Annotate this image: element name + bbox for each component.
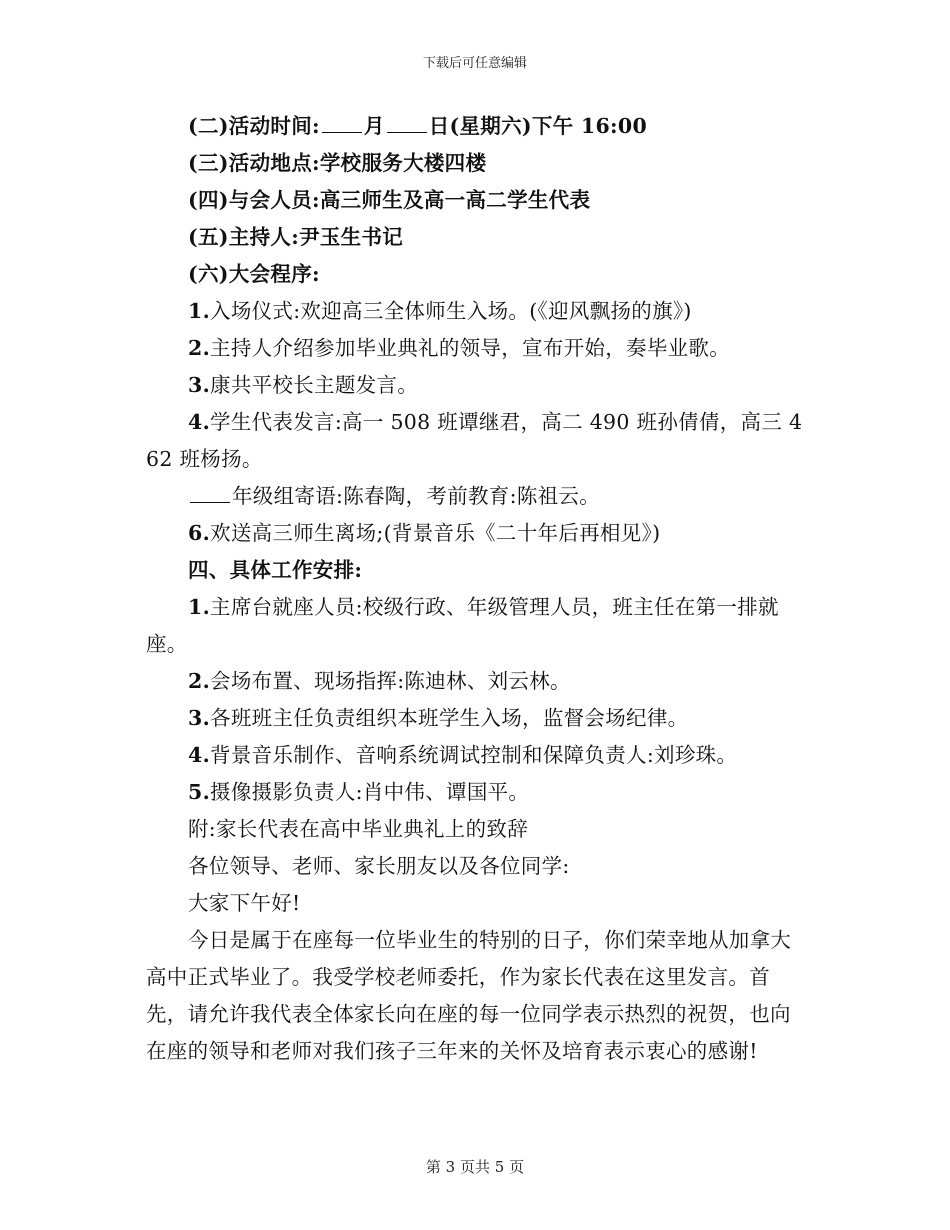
page-footer: 第 3 页共 5 页 (425, 1158, 525, 1176)
task-item-1: 1.主席台就座人员:校级行政、年级管理人员，班主任在第一排就座。 (146, 595, 779, 656)
task-item-2: 2.会场布置、现场指挥:陈迪林、刘云林。 (188, 669, 571, 693)
greeting: 大家下午好! (188, 891, 301, 915)
grade-blank (190, 501, 230, 503)
task-item-5: 5.摄像摄影负责人:肖中伟、谭国平。 (188, 780, 530, 804)
program-heading: (六)大会程序: (188, 262, 320, 286)
program-item-3: 3.康共平校长主题发言。 (188, 373, 419, 397)
salutation: 各位领导、老师、家长朋友以及各位同学: (188, 854, 570, 878)
speech-paragraph: 今日是属于在座每一位毕业生的特别的日子，你们荣幸地从加拿大高中正式毕业了。我受学校老师委托，作为家长代表在这里发言。首先，请允许我代表全体家长向在座的每一位同学表示热烈的祝贺，也向在座的领导和老师对我们孩子三年来的关怀及培育表示衷心的感谢! (146, 928, 792, 1063)
appendix-title: 附:家长代表在高中毕业典礼上的致辞 (188, 817, 529, 841)
activity-time-label: (二)活动时间: (188, 114, 320, 138)
section-4-title: 四、具体工作安排: (188, 558, 363, 582)
program-item-2: 2.主持人介绍参加毕业典礼的领导，宣布开始，奏毕业歌。 (188, 336, 731, 360)
activity-time-day: 日(星期六)下午 16:00 (428, 114, 648, 138)
task-item-4: 4.背景音乐制作、音响系统调试控制和保障负责人:刘珍珠。 (188, 743, 738, 767)
task-item-3: 3.各班班主任负责组织本班学生入场，监督会场纪律。 (188, 706, 689, 730)
day-blank (387, 131, 427, 133)
document-body (146, 108, 808, 1070)
program-item-4: 4.学生代表发言:高一 508 班谭继君，高二 490 班孙倩倩，高三 462 班杨扬。 (146, 410, 803, 471)
attendees: (四)与会人员:高三师生及高一高二学生代表 (188, 188, 591, 212)
activity-location: (三)活动地点:学校服务大楼四楼 (188, 151, 487, 175)
month-blank (322, 131, 362, 133)
program-item-6: 6.欢送高三师生离场;(背景音乐《二十年后再相见》) (188, 521, 661, 545)
activity-time-month: 月 (363, 114, 385, 138)
activity-time (146, 108, 808, 145)
program-item-1: 1.入场仪式:欢迎高三全体师生入场。(《迎风飘扬的旗》) (188, 299, 692, 323)
host: (五)主持人:尹玉生书记 (188, 225, 404, 249)
page-header: 下载后可任意编辑 (422, 56, 527, 71)
program-item-5: 年级组寄语:陈春陶，考前教育:陈祖云。 (146, 478, 808, 515)
